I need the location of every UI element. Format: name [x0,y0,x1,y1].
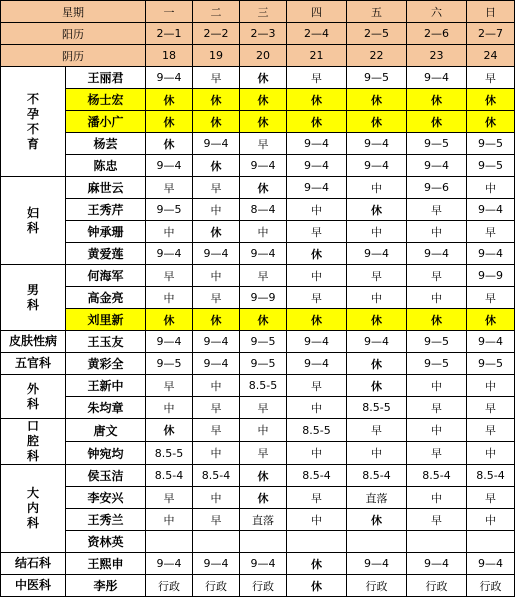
shift-cell: 早 [287,375,347,397]
department-name-char: 育 [26,136,39,151]
shift-cell: 休 [287,309,347,331]
shift-cell: 8.5-4 [287,465,347,487]
solar-date-cell: 2—6 [407,23,467,45]
doctor-row [1,221,515,243]
shift-cell: 9—4 [407,67,467,89]
shift-cell: 休 [146,309,193,331]
shift-cell: 行政 [193,575,240,597]
doctor-row [1,465,515,487]
shift-cell: 中 [193,487,240,509]
lunar-label: 阴历 [1,45,146,67]
shift-cell: 早 [467,67,515,89]
shift-cell: 中 [467,177,515,199]
shift-cell: 行政 [347,575,407,597]
shift-cell: 8.5-5 [287,419,347,442]
shift-cell: 休 [467,89,515,111]
doctor-name: 杨芸 [66,133,146,155]
shift-cell: 8.5-4 [407,465,467,487]
shift-cell: 早 [240,133,287,155]
shift-cell: 9—5 [240,331,287,353]
shift-cell: 早 [146,265,193,287]
shift-cell: 9—5 [240,353,287,375]
doctor-name: 李安兴 [66,487,146,509]
shift-cell: 休 [240,309,287,331]
shift-cell: 中 [287,265,347,287]
shift-cell: 早 [407,199,467,221]
shift-cell: 9—5 [407,331,467,353]
shift-cell: 8.5-5 [240,375,287,397]
solar-date-cell: 2—1 [146,23,193,45]
department-name [1,67,66,177]
shift-cell: 中 [347,287,407,309]
shift-cell: 早 [407,265,467,287]
shift-cell: 早 [467,419,515,442]
shift-cell: 中 [347,177,407,199]
doctor-name: 黄彩全 [66,353,146,375]
department-name-char: 不 [26,121,39,136]
shift-cell: 早 [467,397,515,419]
weekday-cell: 二 [193,1,240,23]
shift-cell: 早 [193,287,240,309]
solar-date-cell: 2—7 [467,23,515,45]
shift-cell: 9—9 [467,265,515,287]
shift-cell: 早 [287,67,347,89]
shift-cell: 休 [287,243,347,265]
shift-cell: 休 [407,89,467,111]
shift-cell: 休 [240,465,287,487]
department-name-char: 腔 [26,434,39,448]
doctor-name: 朱均章 [66,397,146,419]
doctor-name: 王新中 [66,375,146,397]
department-name-char: 科 [26,297,39,312]
shift-cell [407,531,467,553]
solar-date-cell: 2—4 [287,23,347,45]
shift-cell [146,531,193,553]
roster-body [1,1,515,597]
doctor-row [1,111,515,133]
shift-cell: 早 [240,265,287,287]
shift-cell: 休 [146,419,193,442]
shift-cell: 中 [407,375,467,397]
department-name-char: 科 [26,449,39,463]
weekday-cell: 日 [467,1,515,23]
shift-cell: 9—4 [287,133,347,155]
shift-cell: 9—5 [407,353,467,375]
shift-cell: 直落 [240,509,287,531]
lunar-date-cell: 20 [240,45,287,67]
department-name-char: 内 [26,501,39,515]
shift-cell: 早 [467,287,515,309]
shift-cell: 8.5-5 [146,442,193,465]
weekday-cell: 一 [146,1,193,23]
solar-date-cell: 2—5 [347,23,407,45]
shift-cell: 中 [467,509,515,531]
shift-cell: 9—5 [467,133,515,155]
shift-cell: 早 [146,375,193,397]
doctor-row [1,553,515,575]
doctor-name: 王秀兰 [66,509,146,531]
doctor-name: 潘小广 [66,111,146,133]
shift-cell: 中 [467,375,515,397]
shift-cell: 9—4 [407,155,467,177]
doctor-row [1,375,515,397]
shift-cell: 早 [407,509,467,531]
shift-cell: 休 [240,111,287,133]
doctor-row [1,265,515,287]
doctor-name: 黄爱莲 [66,243,146,265]
lunar-date-cell: 21 [287,45,347,67]
department-name-char: 科 [26,516,39,530]
shift-cell: 休 [287,111,347,133]
shift-cell: 休 [347,111,407,133]
shift-cell: 9—4 [193,353,240,375]
shift-cell: 中 [287,397,347,419]
shift-cell: 早 [193,177,240,199]
shift-cell: 9—4 [287,353,347,375]
shift-cell: 中 [146,509,193,531]
shift-cell: 中 [146,397,193,419]
doctor-name: 王秀芹 [66,199,146,221]
shift-cell: 8.5-4 [193,465,240,487]
doctor-row [1,243,515,265]
department-name-char: 科 [26,396,39,411]
shift-cell: 9—5 [347,67,407,89]
doctor-name: 钟宛均 [66,442,146,465]
doctor-row [1,419,515,442]
doctor-name: 何海军 [66,265,146,287]
department-name-char: 孕 [26,106,39,121]
shift-cell: 休 [240,177,287,199]
lunar-date-cell: 22 [347,45,407,67]
doctor-name: 钟承珊 [66,221,146,243]
shift-cell: 9—4 [146,243,193,265]
department-name [1,375,66,419]
shift-cell: 中 [146,287,193,309]
shift-cell: 中 [287,442,347,465]
doctor-name: 李彤 [66,575,146,597]
doctor-row [1,509,515,531]
doctor-row [1,331,515,353]
shift-cell: 休 [287,89,347,111]
solar-date-cell: 2—3 [240,23,287,45]
shift-cell: 休 [407,111,467,133]
department-name: 中医科 [1,575,66,597]
shift-cell: 中 [287,509,347,531]
shift-cell: 休 [467,111,515,133]
shift-cell: 行政 [407,575,467,597]
shift-cell: 早 [407,397,467,419]
lunar-date-row [1,45,515,67]
shift-cell: 中 [193,199,240,221]
shift-cell: 9—4 [240,243,287,265]
shift-cell: 直落 [347,487,407,509]
shift-cell: 早 [193,419,240,442]
shift-cell: 休 [347,309,407,331]
shift-cell: 9—4 [347,243,407,265]
doctor-row [1,133,515,155]
doctor-name: 侯玉洁 [66,465,146,487]
shift-cell: 9—9 [240,287,287,309]
doctor-row [1,67,515,89]
department-name [1,465,66,553]
shift-cell: 休 [467,309,515,331]
lunar-date-cell: 19 [193,45,240,67]
doctor-name: 资林英 [66,531,146,553]
shift-cell: 8.5-4 [347,465,407,487]
shift-cell [467,531,515,553]
department-name-char: 大 [26,486,39,500]
shift-cell: 9—4 [347,553,407,575]
shift-cell [240,531,287,553]
shift-cell: 早 [287,487,347,509]
department-name-char: 外 [26,381,39,396]
shift-cell: 早 [347,265,407,287]
shift-cell: 早 [407,442,467,465]
doctor-row [1,155,515,177]
shift-cell: 早 [347,419,407,442]
shift-cell: 9—5 [146,353,193,375]
department-name: 结石科 [1,553,66,575]
shift-cell: 休 [240,89,287,111]
shift-cell: 9—4 [347,155,407,177]
shift-cell: 9—4 [193,243,240,265]
shift-cell: 9—4 [146,67,193,89]
shift-cell: 9—4 [347,331,407,353]
shift-cell: 早 [240,397,287,419]
shift-cell: 9—4 [193,553,240,575]
shift-cell: 行政 [467,575,515,597]
weekday-header-row [1,1,515,23]
shift-cell: 中 [407,287,467,309]
shift-cell: 中 [347,442,407,465]
shift-cell: 9—5 [467,353,515,375]
weekday-cell: 五 [347,1,407,23]
doctor-name: 杨士宏 [66,89,146,111]
department-name-char: 不 [26,91,39,106]
shift-cell: 8.5-5 [347,397,407,419]
weekday-cell: 三 [240,1,287,23]
shift-cell: 8.5-4 [146,465,193,487]
shift-cell: 休 [347,199,407,221]
shift-cell: 中 [146,221,193,243]
shift-cell: 休 [287,575,347,597]
shift-cell [193,531,240,553]
doctor-row [1,199,515,221]
shift-cell: 9—4 [193,133,240,155]
shift-cell: 中 [287,199,347,221]
shift-cell: 早 [146,487,193,509]
shift-cell: 中 [467,442,515,465]
solar-date-row [1,23,515,45]
shift-cell: 休 [193,309,240,331]
doctor-name: 陈忠 [66,155,146,177]
shift-cell: 休 [240,487,287,509]
lunar-date-cell: 24 [467,45,515,67]
shift-cell: 9—4 [287,177,347,199]
doctor-row [1,575,515,597]
shift-cell: 9—4 [287,155,347,177]
department-name-char: 妇 [26,205,39,220]
shift-cell: 中 [407,419,467,442]
doctor-name: 刘里新 [66,309,146,331]
doctor-name: 唐文 [66,419,146,442]
doctor-row [1,177,515,199]
shift-cell: 休 [193,111,240,133]
shift-cell: 中 [193,375,240,397]
shift-cell: 休 [347,375,407,397]
shift-cell: 休 [347,509,407,531]
solar-label: 阳历 [1,23,146,45]
shift-cell: 9—4 [467,199,515,221]
shift-cell: 早 [467,487,515,509]
shift-cell: 行政 [146,575,193,597]
weekday-cell: 六 [407,1,467,23]
shift-cell [347,531,407,553]
doctor-name: 王丽君 [66,67,146,89]
department-name: 五官科 [1,353,66,375]
shift-cell: 休 [193,221,240,243]
shift-cell: 休 [347,353,407,375]
doctor-row [1,353,515,375]
shift-cell: 中 [240,419,287,442]
shift-cell: 9—4 [240,553,287,575]
shift-cell: 休 [347,89,407,111]
doctor-row [1,287,515,309]
shift-cell: 休 [240,67,287,89]
shift-cell: 9—4 [467,243,515,265]
shift-cell: 中 [193,442,240,465]
shift-cell: 9—5 [146,199,193,221]
shift-cell: 9—4 [467,553,515,575]
shift-cell: 早 [193,397,240,419]
shift-cell: 9—5 [467,155,515,177]
department-name-char: 科 [26,220,39,235]
lunar-date-cell: 23 [407,45,467,67]
solar-date-cell: 2—2 [193,23,240,45]
shift-cell: 休 [146,133,193,155]
shift-cell: 早 [467,221,515,243]
shift-cell: 早 [287,221,347,243]
shift-cell: 9—4 [193,331,240,353]
week-label: 星期 [1,1,146,23]
shift-cell: 9—6 [407,177,467,199]
shift-cell: 中 [193,265,240,287]
shift-cell: 9—4 [146,331,193,353]
shift-cell: 9—4 [407,243,467,265]
shift-cell: 9—4 [146,155,193,177]
shift-cell: 9—4 [240,155,287,177]
lunar-date-cell: 18 [146,45,193,67]
doctor-row [1,531,515,553]
shift-cell: 中 [347,221,407,243]
weekday-cell: 四 [287,1,347,23]
doctor-name: 高金亮 [66,287,146,309]
shift-cell: 早 [240,442,287,465]
doctor-name: 王熙申 [66,553,146,575]
department-name [1,177,66,265]
shift-cell: 行政 [240,575,287,597]
shift-cell: 9—4 [407,553,467,575]
department-name-char: 口 [26,419,39,433]
department-name: 皮肤性病 [1,331,66,353]
doctor-row [1,397,515,419]
shift-cell: 休 [193,89,240,111]
shift-cell: 早 [193,67,240,89]
doctor-row [1,442,515,465]
department-name [1,265,66,331]
shift-cell: 休 [146,111,193,133]
department-name-char: 男 [26,282,39,297]
shift-cell: 9—4 [347,133,407,155]
shift-cell: 中 [240,221,287,243]
doctor-name: 王玉友 [66,331,146,353]
shift-cell [287,531,347,553]
shift-cell: 9—4 [467,331,515,353]
shift-cell: 休 [287,553,347,575]
doctor-row [1,89,515,111]
doctor-row [1,309,515,331]
doctor-row [1,487,515,509]
doctor-name: 麻世云 [66,177,146,199]
shift-cell: 休 [193,155,240,177]
shift-cell: 休 [407,309,467,331]
shift-cell: 早 [146,177,193,199]
shift-cell: 9—4 [146,553,193,575]
shift-cell: 8—4 [240,199,287,221]
shift-cell: 8.5-4 [467,465,515,487]
shift-cell: 早 [287,287,347,309]
shift-cell: 9—5 [407,133,467,155]
department-name [1,419,66,465]
shift-cell: 9—4 [287,331,347,353]
shift-cell: 早 [193,509,240,531]
shift-cell: 中 [407,487,467,509]
shift-cell: 中 [407,221,467,243]
shift-cell: 休 [146,89,193,111]
